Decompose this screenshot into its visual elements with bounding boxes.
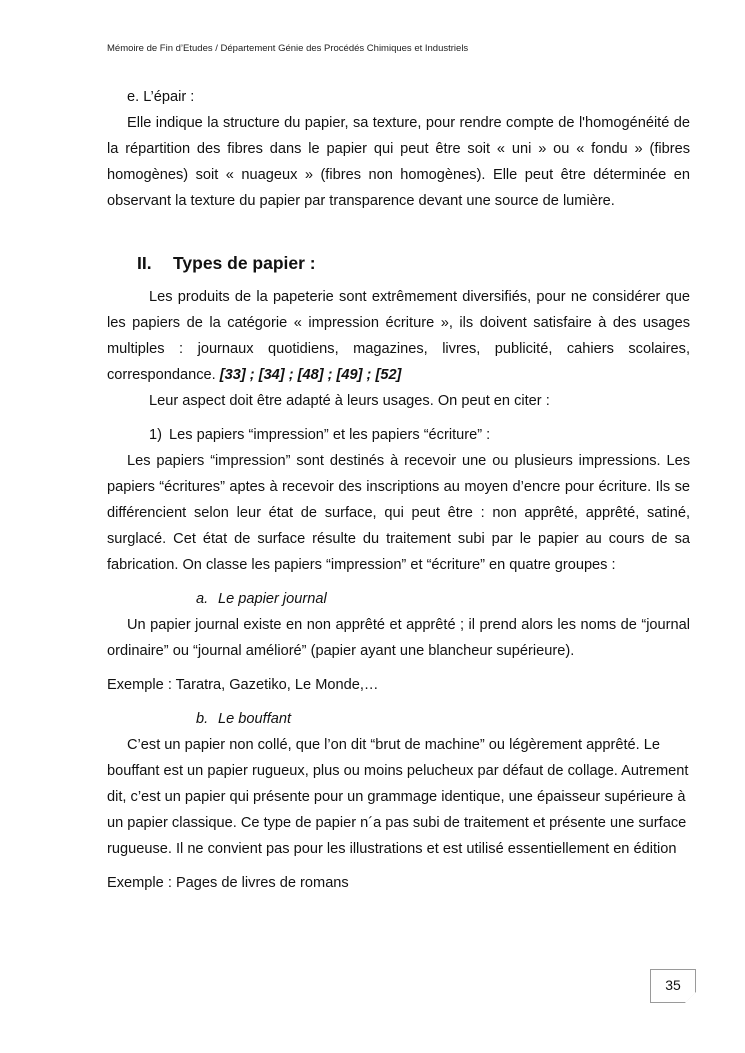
paragraph-intro-types [107, 284, 690, 388]
page-number-box [650, 969, 696, 1003]
paragraph-aspect: Leur aspect doit être adapté à leurs usages. On peut en citer : [149, 393, 550, 409]
example-bouffant: Exemple : Pages de livres de romans [107, 875, 349, 891]
item-heading-papier-journal [107, 586, 690, 612]
spacer [107, 698, 690, 706]
subheading-epair: e. L’épair : [127, 89, 195, 105]
subsection-heading-impression-ecriture [107, 422, 690, 448]
subsection-title: Les papiers “impression” et les papiers “écriture” : [169, 427, 491, 443]
paragraph-bouffant: C’est un papier non collé, que l’on dit “brut de machine” ou légèrement apprêté. Le bouffant est un papier rugueux, plus ou moins pelucheux par défaut de collage. Autrement dit, c’est un papier qui présente pour un grammage identique, une épaisseur supérieure à un papier classique. Ce type de papier n´a pas subi de traitement et présente une surface rugueuse. Il ne convient pas pour les illustrations et est utilisé essentiellement en édition [107, 737, 689, 857]
spacer [107, 862, 690, 870]
section-title: Types de papier : [173, 253, 316, 273]
paragraph-impression-ecriture: Les papiers “impression” sont destinés à recevoir une ou plusieurs impressions. Les papiers “écritures” aptes à recevoir des inscriptions au moyen d’encre pour écriture. Ils se différencient selon leur état de surface, qui peut être : non apprêté, apprêté, satiné, surglacé. Cet état de surface résulte du traitement subi par le papier au cours de sa fabrication. On classe les papiers “impression” et “écriture” en quatre groupes : [107, 453, 690, 573]
page-number: 35 [665, 977, 681, 993]
page-body [107, 84, 690, 896]
page-curl-cut [685, 992, 696, 1003]
subsection-number: 1) [149, 427, 162, 443]
paragraph-papier-journal: Un papier journal existe en non apprêté et apprêté ; il prend alors les noms de “journal ordinaire” ou “journal amélioré” (papier ayant une blancheur supérieure). [107, 617, 690, 659]
intro-text: Les produits de la papeterie sont extrêmement diversifiés, pour ne considérer que les papiers de la catégorie « impression écriture », ils doivent satisfaire à des usages multiples : journaux quotidiens, magazines, livres, publicité, cahiers scolaires, correspondance. [107, 289, 690, 383]
spacer [107, 276, 690, 284]
item-heading-bouffant [107, 706, 690, 732]
spacer [107, 664, 690, 672]
section-heading-types-de-papier [107, 250, 690, 276]
example-papier-journal: Exemple : Taratra, Gazetiko, Le Monde,… [107, 677, 379, 693]
spacer [107, 414, 690, 422]
item-letter: a. [196, 591, 209, 607]
spacer [107, 214, 690, 250]
item-letter: b. [196, 711, 209, 727]
spacer [107, 578, 690, 586]
citation-references: [33] ; [34] ; [48] ; [49] ; [52] [219, 367, 402, 383]
item-title: Le bouffant [218, 711, 292, 727]
paragraph-epair: Elle indique la structure du papier, sa texture, pour rendre compte de l'homogénéité de la répartition des fibres dans le papier qui peut être soit « uni » ou « fondu » (fibres homogènes) soit « nuageux » (fibres non homogènes). Elle peut être déterminée en observant la texture du papier par transparence devant une source de lumière. [107, 115, 690, 209]
item-title: Le papier journal [218, 591, 327, 607]
section-number: II. [137, 253, 152, 273]
running-header: Mémoire de Fin d’Etudes / Département Génie des Procédés Chimiques et Industriels [107, 43, 469, 54]
